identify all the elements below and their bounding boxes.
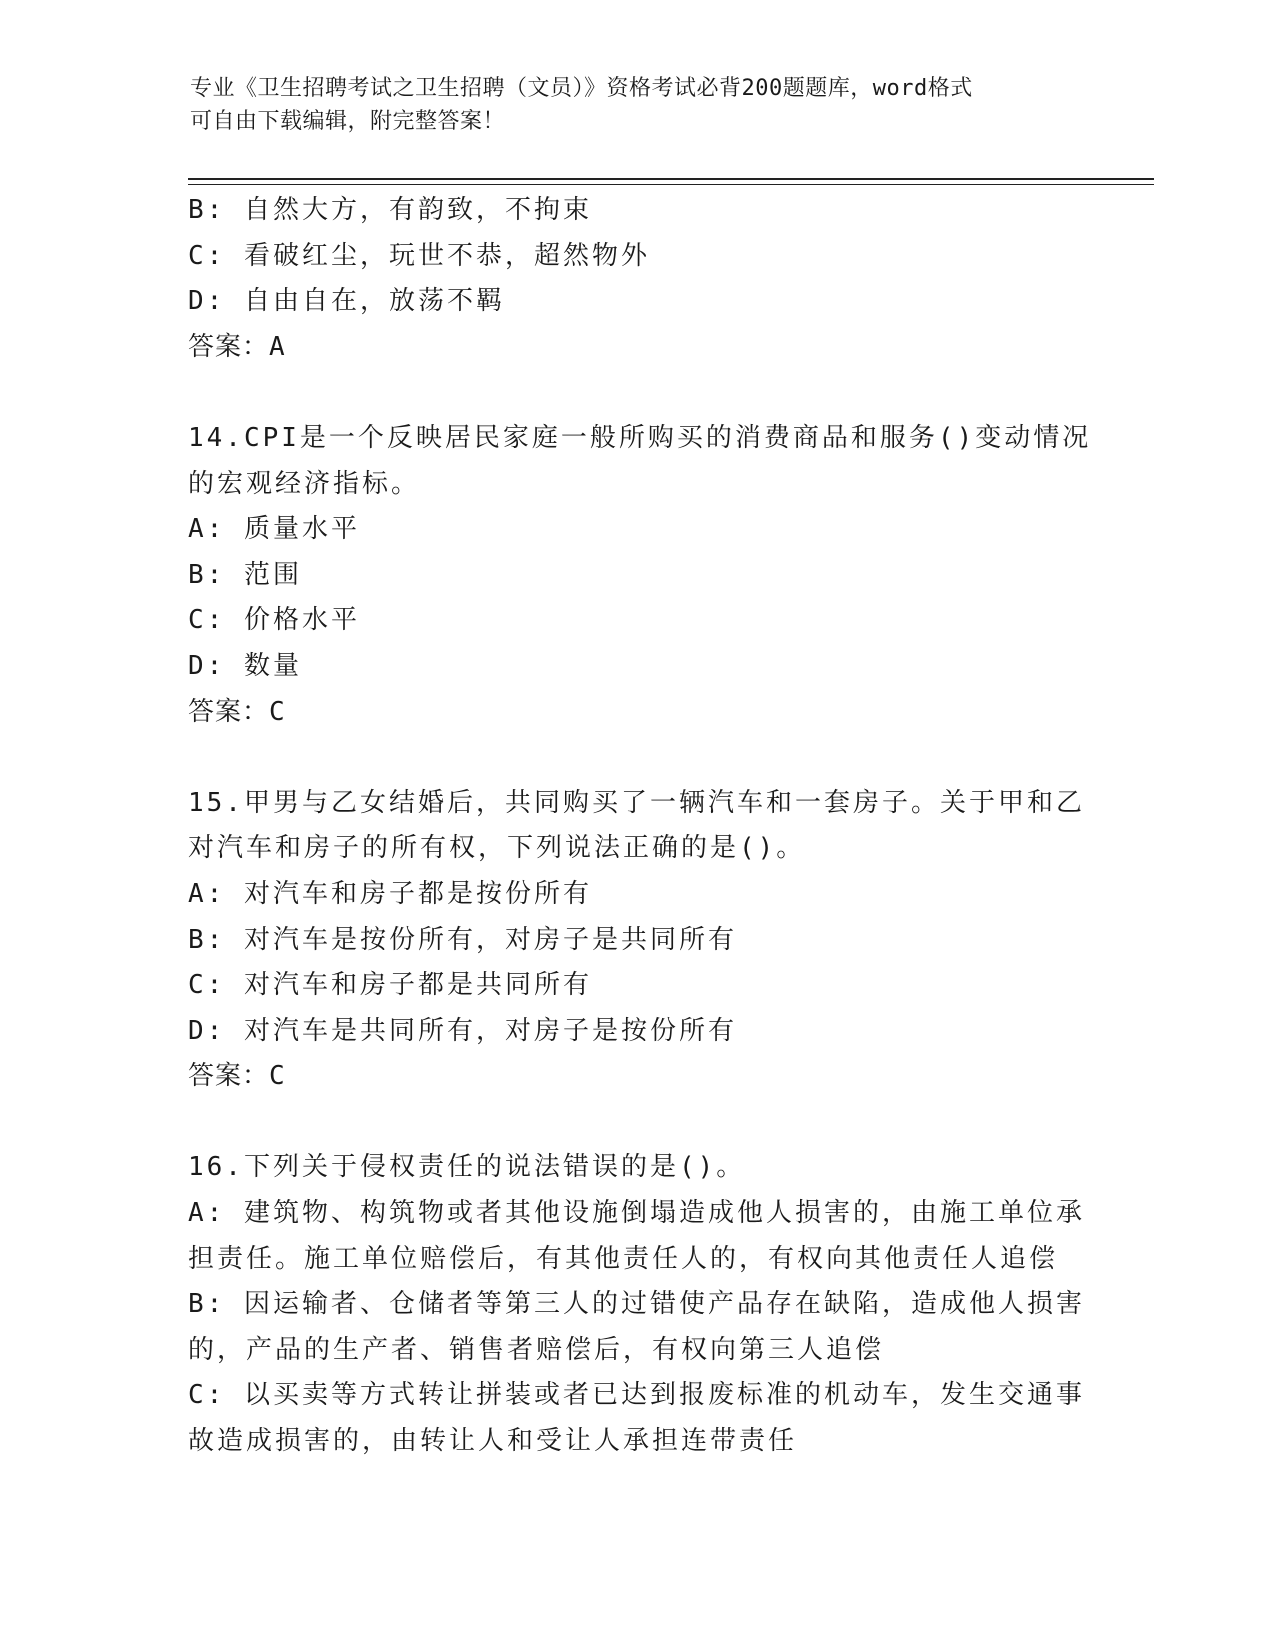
spacer: [188, 735, 1078, 781]
question-stem-cont: 的宏观经济指标。: [188, 468, 421, 499]
header-rule-thick: [188, 178, 1154, 180]
answer: 答案：C: [188, 696, 286, 727]
option-a-cont: 担责任。施工单位赔偿后，有其他责任人的，有权向其他责任人追偿: [188, 1243, 1059, 1274]
option-d: D: 自由自在，放荡不羁: [188, 286, 505, 317]
header-line-2: 可自由下载编辑，附完整答案！: [190, 109, 506, 134]
option-c: C: 看破红尘，玩世不恭，超然物外: [188, 240, 650, 271]
answer: 答案：C: [188, 1061, 286, 1092]
option-a: A: 建筑物、构筑物或者其他设施倒塌造成他人损害的，由施工单位承: [188, 1198, 1085, 1229]
question-stem: 15.甲男与乙女结婚后，共同购买了一辆汽车和一套房子。关于甲和乙: [188, 787, 1085, 818]
option-c: C: 对汽车和房子都是共同所有: [188, 970, 592, 1001]
option-c: C: 价格水平: [188, 605, 360, 636]
question-15: [188, 781, 1085, 1100]
option-b: B: 范围: [188, 559, 302, 590]
question-stem: 16.下列关于侵权责任的说法错误的是()。: [188, 1152, 746, 1183]
option-b-cont: 的，产品的生产者、销售者赔偿后，有权向第三人追偿: [188, 1334, 885, 1365]
answer: 答案：A: [188, 331, 286, 362]
option-c: C: 以买卖等方式转让拼装或者已达到报废标准的机动车，发生交通事: [188, 1380, 1085, 1411]
question-16: [188, 1145, 1085, 1464]
option-b: B: 自然大方，有韵致，不拘束: [188, 195, 592, 225]
header-rule-thin: [188, 184, 1154, 185]
option-a: A: 对汽车和房子都是按份所有: [188, 878, 592, 909]
spacer: [188, 1100, 1078, 1146]
spacer: [188, 370, 1078, 416]
option-d: D: 对汽车是共同所有，对房子是按份所有: [188, 1015, 737, 1046]
question-14: [188, 416, 1092, 735]
question-stem: 14.CPI是一个反映居民家庭一般所购买的消费商品和服务()变动情况: [188, 422, 1092, 453]
option-d: D: 数量: [188, 650, 302, 681]
question-13: [188, 188, 1078, 370]
question-stem-cont: 对汽车和房子的所有权，下列说法正确的是()。: [188, 833, 806, 864]
option-c-cont: 故造成损害的，由转让人和受让人承担连带责任: [188, 1426, 798, 1457]
option-b: B: 对汽车是按份所有，对房子是共同所有: [188, 924, 737, 955]
header-line-1: 专业《卫生招聘考试之卫生招聘（文员）》资格考试必背200题题库，word格式: [190, 76, 973, 101]
document-body: [188, 188, 1092, 1465]
document-header: [190, 72, 1070, 138]
option-a: A: 质量水平: [188, 514, 360, 545]
option-b: B: 因运输者、仓储者等第三人的过错使产品存在缺陷，造成他人损害: [188, 1289, 1085, 1320]
